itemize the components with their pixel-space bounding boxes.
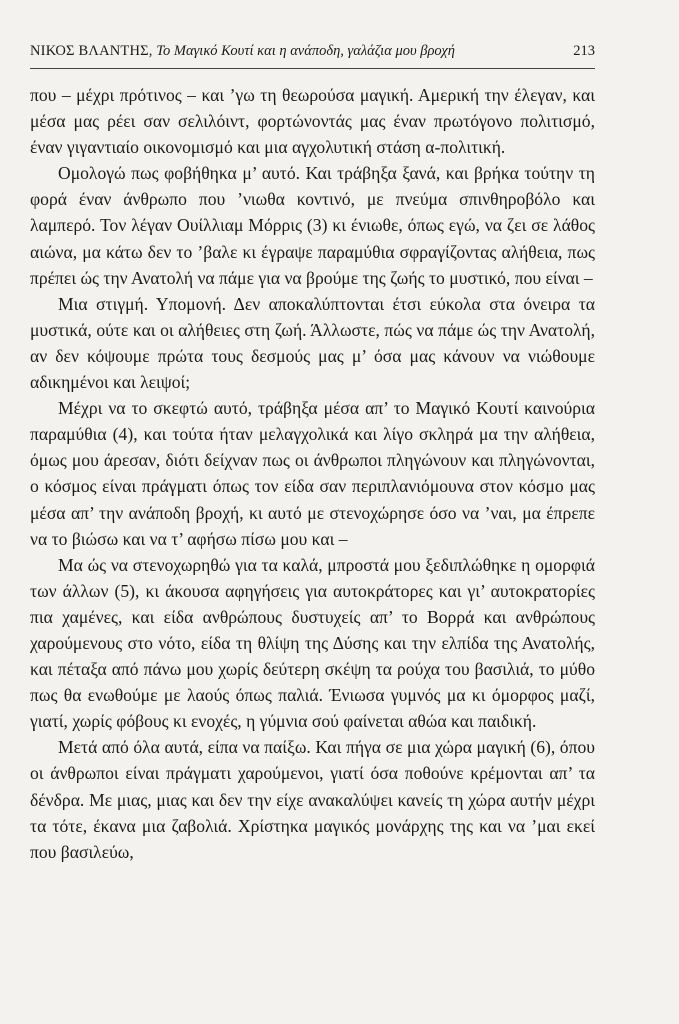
paragraph: Μα ώς να στενοχωρηθώ για τα καλά, μπροστά μου ξεδιπλώθηκε η ομορφιά των άλλων (5), κι άκουσα αφηγήσεις για αυτοκράτορες και γι’ αυτοκρατορίες πια χαμένες, και είδα ανθρώπους δυστυχείς απ’ το Βορρά και ανθρώπους χαρούμενους στο νότο, είδα τη θλίψη της Δύσης και την ελπίδα της Ανατολής, και πέταξα από πάνω μου χωρίς δεύτερη σκέψη τα ρούχα του βασιλιά, το μύθο πως θα ενωθούμε με λαούς όπως παλιά. Ένιωσα γυμνός μα κι όμορφος μαζί, γιατί, χωρίς φόβους κι ενοχές, η γύμνια σού φαίνεται αθώα και παιδική. (30, 554, 595, 732)
paragraph: Μια στιγμή. Υπομονή. Δεν αποκαλύπτονται έτσι εύκολα στα όνειρα τα μυστικά, ούτε και οι αλήθειες στη ζωή. Άλλωστε, πώς να πάμε ώς την Ανατολή, αν δεν κόψουμε πρώτα τους δεσμούς μας μ’ όσα μας κάνουν να νιώθουμε αδικημένοι και λειψοί; (30, 293, 595, 393)
page-number: 213 (573, 43, 595, 59)
header-rule (30, 68, 595, 69)
header-title: Το Μαγικό Κουτί και η ανάποδη, γαλάζια μου βροχή (156, 43, 455, 59)
paragraph: Μετά από όλα αυτά, είπα να παίξω. Και πήγα σε μια χώρα μαγική (6), όπου οι άνθρωποι είναι πράγματι χαρούμενοι, γιατί όσα ποθούνε κρέμονται απ’ τα δένδρα. Με μιας, μιας και δεν την είχε ανακαλύψει κανείς τη χώρα αυτήν μέχρι τα τότε, έκανα μια ζαβολιά. Χρίστηκα μαγικός μονάρχης της και να ’μαι εκεί που βασιλεύω, (30, 737, 595, 862)
paragraph: Μέχρι να το σκεφτώ αυτό, τράβηξα μέσα απ’ το Μαγικό Κουτί καινούρια παραμύθια (4), και τούτα ήταν μελαγχολικά και λίγο σκληρά μα την αλήθεια, όμως μου άρεσαν, διότι δείχναν πως οι άνθρωποι πληγώνουν και πληγώνονται, ο κόσμος είναι πράγματι όπως τον είδα σαν περιπλανιόμουνα στον κόσμο μας μέσα απ’ την ανάποδη βροχή, κι αυτό με στενοχώρησε όσο να ’ναι, μα έπρεπε να το βιώσω και να τ’ αφήσω πίσω μου και – (30, 398, 595, 549)
body-text (30, 82, 595, 865)
running-header (30, 43, 595, 63)
header-author: ΝΙΚΟΣ ΒΛΑΝΤΗΣ, (30, 43, 153, 59)
paragraph: που – μέχρι πρότινος – και ’γω τη θεωρούσα μαγική. Αμερική την έλεγαν, και μέσα μας ρέει σαν σελιλόιντ, φορτώνοντάς μας έναν πρωτόγονο πολιτισμό, έναν γιγαντιαίο οικονομισμό και μια αγχολυτική στάση α-πολιτική. (30, 85, 595, 158)
paragraph: Ομολογώ πως φοβήθηκα μ’ αυτό. Και τράβηξα ξανά, και βρήκα τούτην τη φορά έναν άνθρωπο που ’νιωθα κοντινό, με πνεύμα σπινθηροβόλο και λαμπερό. Τον λέγαν Ουίλλιαμ Μόρρις (3) κι ένιωθε, όπως εγώ, να ζει σε λάθος αιώνα, μα κάτω δεν το ’βαλε κι έγραψε παραμύθια σφραγίζοντας αλήθεια, πως πρέπει ώς την Ανατολή να πάμε για να βρούμε της ζωής το μυστικό, που είναι – (30, 163, 595, 288)
